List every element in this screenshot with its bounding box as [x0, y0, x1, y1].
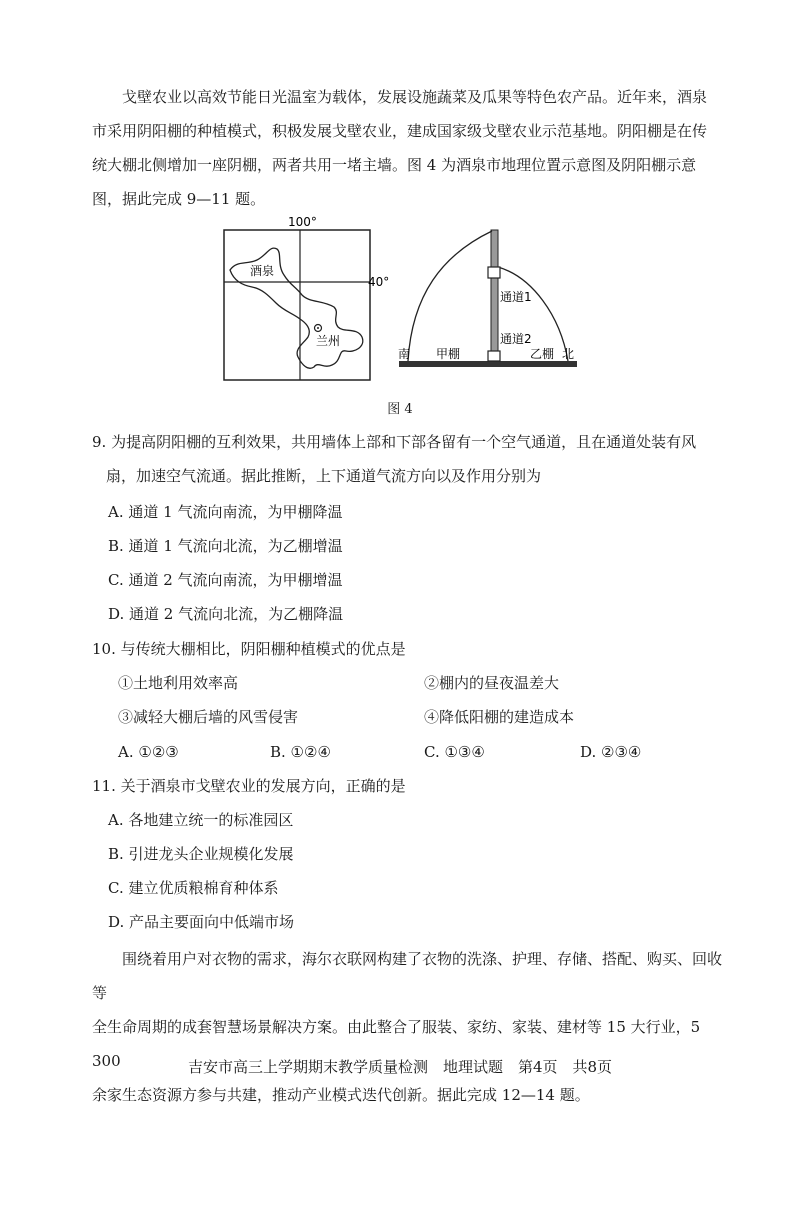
- q9-option-b[interactable]: B. 通道 1 气流向北流，为乙棚增温: [108, 537, 343, 555]
- passage-1-vent: [488, 267, 500, 278]
- intro1-line-4: 图，据此完成 9—11 题。: [92, 190, 266, 208]
- shared-wall: [491, 230, 498, 361]
- intro2-line-1: 围绕着用户对衣物的需求，海尔衣联网构建了衣物的洗涤、护理、存储、搭配、购买、回收等: [92, 950, 723, 1002]
- q10-option-c[interactable]: C. ①③④: [424, 743, 485, 761]
- q9-option-a[interactable]: A. 通道 1 气流向南流，为甲棚降温: [108, 503, 343, 521]
- passage-2-vent: [488, 351, 500, 361]
- q10-stem: 10. 与传统大棚相比，阴阳棚种植模式的优点是: [92, 640, 406, 658]
- lat-label: 40°: [368, 275, 390, 289]
- q10-option-a[interactable]: A. ①②③: [118, 743, 179, 761]
- q11-option-b[interactable]: B. 引进龙头企业规模化发展: [108, 845, 294, 863]
- location-map: [224, 215, 389, 380]
- shed-diagram: [398, 230, 577, 367]
- passage-1-label: 通道1: [500, 290, 532, 304]
- q9-stem-line-2: 扇，加速空气流通。据此推断，上下通道气流方向以及作用分别为: [106, 467, 542, 485]
- q10-option-b[interactable]: B. ①②④: [270, 743, 331, 761]
- q10-item-4: ④降低阳棚的建造成本: [424, 708, 575, 726]
- ground-strip: [399, 361, 577, 367]
- q11-option-c[interactable]: C. 建立优质粮棉育种体系: [108, 879, 279, 897]
- intro2-line-3: 余家生态资源方参与共建，推动产业模式迭代创新。据此完成 12—14 题。: [92, 1086, 590, 1104]
- intro-paragraph-2: [92, 942, 732, 1112]
- intro2-line-2: 全生命周期的成套智慧场景解决方案。由此整合了服装、家纺、家装、建材等 15 大行业，5 300: [92, 1018, 701, 1070]
- intro1-line-1: 戈壁农业以高效节能日光温室为载体，发展设施蔬菜及瓜果等特色农产品。近年来，酒泉: [122, 88, 708, 106]
- q11-stem: 11. 关于酒泉市戈壁农业的发展方向，正确的是: [92, 777, 406, 795]
- city-lanzhou-label: 兰州: [316, 334, 341, 348]
- q10-item-2: ②棚内的昼夜温差大: [424, 674, 560, 692]
- shed-a-label: 甲棚: [436, 347, 461, 361]
- q10-option-d[interactable]: D. ②③④: [580, 743, 642, 761]
- shed-b-label: 乙棚: [530, 347, 555, 361]
- q11-option-d[interactable]: D. 产品主要面向中低端市场: [108, 913, 295, 931]
- intro1-line-3: 统大棚北侧增加一座阴棚，两者共用一堵主墙。图 4 为酒泉市地理位置示意图及阴阳棚示意: [92, 156, 697, 174]
- lon-label: 100°: [288, 215, 317, 229]
- q9-stem-line-1: 9. 为提高阴阳棚的互利效果，共用墙体上部和下部各留有一个空气通道，且在通道处装有风: [92, 433, 697, 451]
- figure-caption: 图 4: [387, 402, 413, 417]
- q11-option-a[interactable]: A. 各地建立统一的标准园区: [108, 811, 294, 829]
- q9-option-d[interactable]: D. 通道 2 气流向北流，为乙棚降温: [108, 605, 344, 623]
- q10-item-3: ③减轻大棚后墙的风雪侵害: [118, 708, 299, 726]
- yang-shed-roof: [408, 231, 492, 361]
- north-label: 北: [562, 347, 575, 361]
- south-label: 南: [398, 347, 411, 361]
- q9-option-c[interactable]: C. 通道 2 气流向南流，为甲棚增温: [108, 571, 343, 589]
- passage-2-label: 通道2: [500, 332, 532, 346]
- intro1-line-2: 市采用阴阳棚的种植模式，积极发展戈壁农业，建成国家级戈壁农业示范基地。阴阳棚是在传: [92, 122, 708, 140]
- intro-paragraph-1: [92, 80, 718, 216]
- city-jiuquan-label: 酒泉: [250, 264, 275, 278]
- page-footer: 吉安市高三上学期期末教学质量检测 地理试题 第4页 共8页: [187, 1058, 613, 1076]
- figure-4: [222, 215, 582, 395]
- q10-item-1: ①土地利用效率高: [118, 674, 239, 692]
